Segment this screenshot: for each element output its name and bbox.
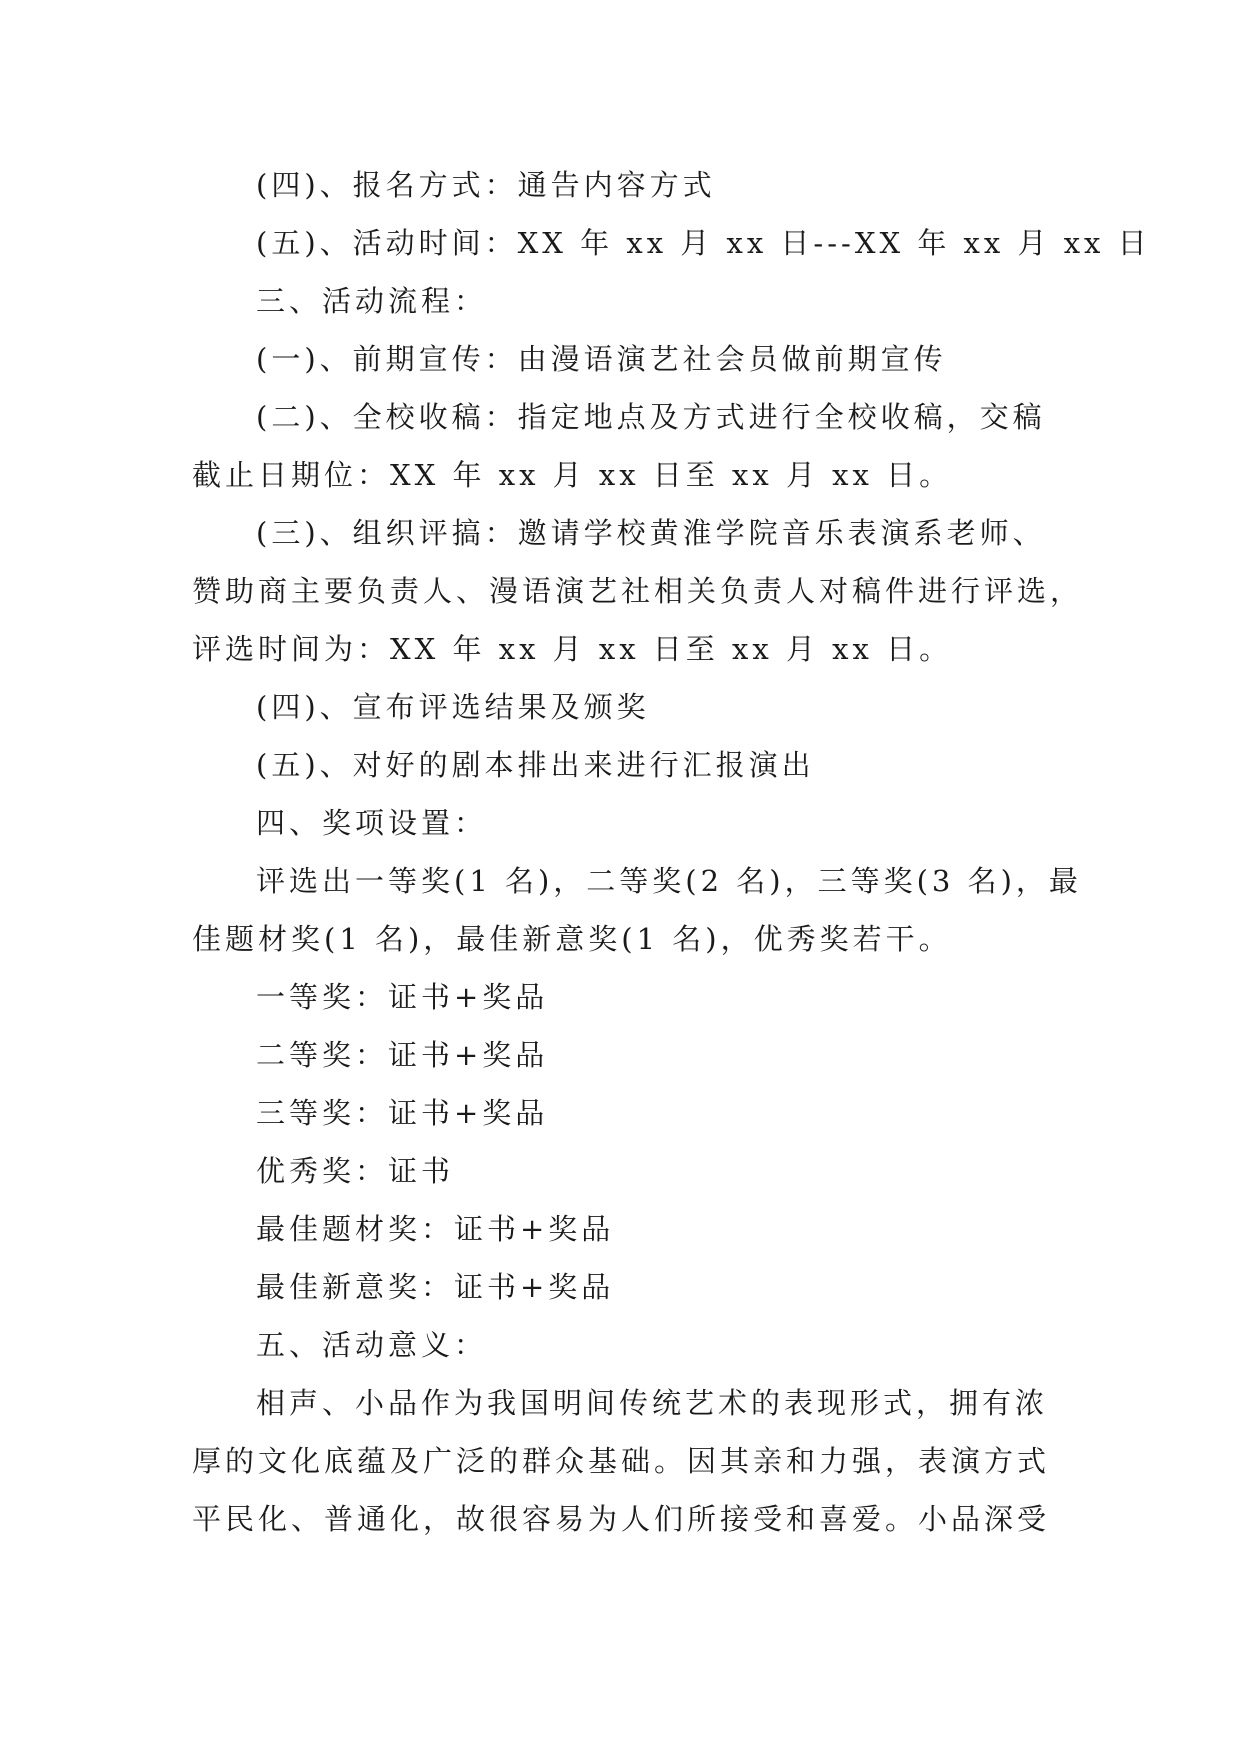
text-line: (四)、报名方式：通告内容方式 <box>256 168 716 202</box>
text-line: 五、活动意义： <box>256 1328 488 1362</box>
text-line: 佳题材奖(1 名)，最佳新意奖(1 名)，优秀奖若干。 <box>192 922 952 956</box>
text-line: 优秀奖：证书 <box>256 1154 455 1188</box>
text-line: 四、奖项设置： <box>256 806 488 840</box>
text-line: 赞助商主要负责人、漫语演艺社相关负责人对稿件进行评选， <box>192 574 1084 608</box>
text-line: (二)、全校收稿：指定地点及方式进行全校收稿，交稿 <box>256 400 1046 434</box>
text-line: 平民化、普通化，故很容易为人们所接受和喜爱。小品深受 <box>192 1502 1051 1536</box>
text-line: 厚的文化底蕴及广泛的群众基础。因其亲和力强，表演方式 <box>192 1444 1051 1478</box>
text-line: (一)、前期宣传：由漫语演艺社会员做前期宣传 <box>256 342 947 376</box>
text-line: (五)、活动时间：XX 年 xx 月 xx 日---XX 年 xx 月 xx 日 <box>256 226 1151 260</box>
text-line: (三)、组织评搞：邀请学校黄淮学院音乐表演系老师、 <box>256 516 1046 550</box>
text-line: 截止日期位：XX 年 xx 月 xx 日至 xx 月 xx 日。 <box>192 458 953 492</box>
text-line: 相声、小品作为我国明间传统艺术的表现形式，拥有浓 <box>256 1386 1049 1420</box>
text-line: 评选出一等奖(1 名)，二等奖(2 名)，三等奖(3 名)，最 <box>256 864 1082 898</box>
text-line: 三、活动流程： <box>256 284 488 318</box>
text-line: 二等奖：证书+奖品 <box>256 1038 549 1072</box>
text-line: 一等奖：证书+奖品 <box>256 980 549 1014</box>
text-line: 三等奖：证书+奖品 <box>256 1096 549 1130</box>
text-line: (五)、对好的剧本排出来进行汇报演出 <box>256 748 815 782</box>
text-line: (四)、宣布评选结果及颁奖 <box>256 690 650 724</box>
text-line: 最佳新意奖：证书+奖品 <box>256 1270 615 1304</box>
text-line: 评选时间为：XX 年 xx 月 xx 日至 xx 月 xx 日。 <box>192 632 953 666</box>
text-line: 最佳题材奖：证书+奖品 <box>256 1212 615 1246</box>
